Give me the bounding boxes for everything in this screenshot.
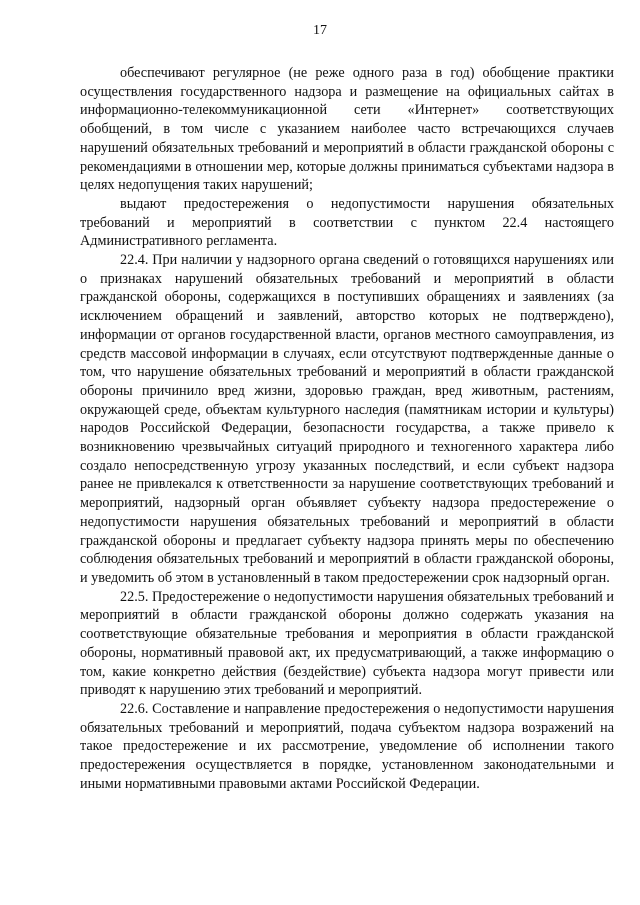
- paragraph-issue-warnings: выдают предостережения о недопустимости нарушения обязательных требований и мероприятий в соответствии с пунктом 22.4 настоящего Административного регламента.: [80, 195, 614, 250]
- document-body: [80, 64, 614, 793]
- paragraph-generalization-practice: обеспечивают регулярное (не реже одного раза в год) обобщение практики осуществления государственного надзора и размещение на официальных сайтах в информационно-телекоммуникационной сети «Интернет» соответствующих обобщений, в том числе с указанием наиболее часто встречающихся случаев нарушений обязательных требований и мероприятий в области гражданской обороны с рекомендациями в отношении мер, которые должны приниматься субъектами надзора в целях недопущения таких нарушений;: [80, 65, 614, 194]
- paragraph-22-6: 22.6. Составление и направление предостережения о недопустимости нарушения обязательных требований и мероприятий, подача субъектом надзора возражений на такое предостережение и их рассмотрение, уведомление об исполнении такого предостережения осуществляется в порядке, установленном законодательными и иными нормативными правовыми актами Российской Федерации.: [80, 700, 614, 792]
- paragraph-22-5: 22.5. Предостережение о недопустимости нарушения обязательных требований и мероприятий в области гражданской обороны должно содержать указания на соответствующие обязательные требования и мероприятия в области гражданской обороны, нормативный правовой акт, их предусматривающий, а также информацию о том, какие конкретно действия (бездействие) субъекта надзора могут привести или приводят к нарушению этих требований и мероприятий.: [80, 588, 614, 699]
- page-number: 17: [313, 23, 327, 38]
- paragraph-22-4: 22.4. При наличии у надзорного органа сведений о готовящихся нарушениях или о признаках нарушений обязательных требований и мероприятий в области гражданской обороны, содержащихся в поступивших обращениях и заявлениях (за исключением обращений и заявлений, авторство которых не подтверждено), информации от органов государственной власти, органов местного самоуправления, из средств массовой информации в случаях, если отсутствуют подтвержденные данные о том, что нарушение обязательных требований и мероприятий в области гражданской обороны причинило вред жизни, здоровью граждан, вред животным, растениям, окружающей среде, объектам культурного наследия (памятникам истории и культуры) народов Российской Федерации, безопасности государства, а также привело к возникновению чрезвычайных ситуаций природного и техногенного характера либо создало непосредственную угрозу указанных последствий, и если субъект надзора ранее не привлекался к ответственности за нарушение соответствующих требований и мероприятий, надзорный орган объявляет субъекту надзора предостережение о недопустимости нарушения обязательных требований и мероприятий в области гражданской обороны и предлагает субъекту надзора принять меры по обеспечению соблюдения обязательных требований и мероприятий в области гражданской обороны, и уведомить об этом в установленный в таком предостережении срок надзорный орган.: [80, 252, 614, 586]
